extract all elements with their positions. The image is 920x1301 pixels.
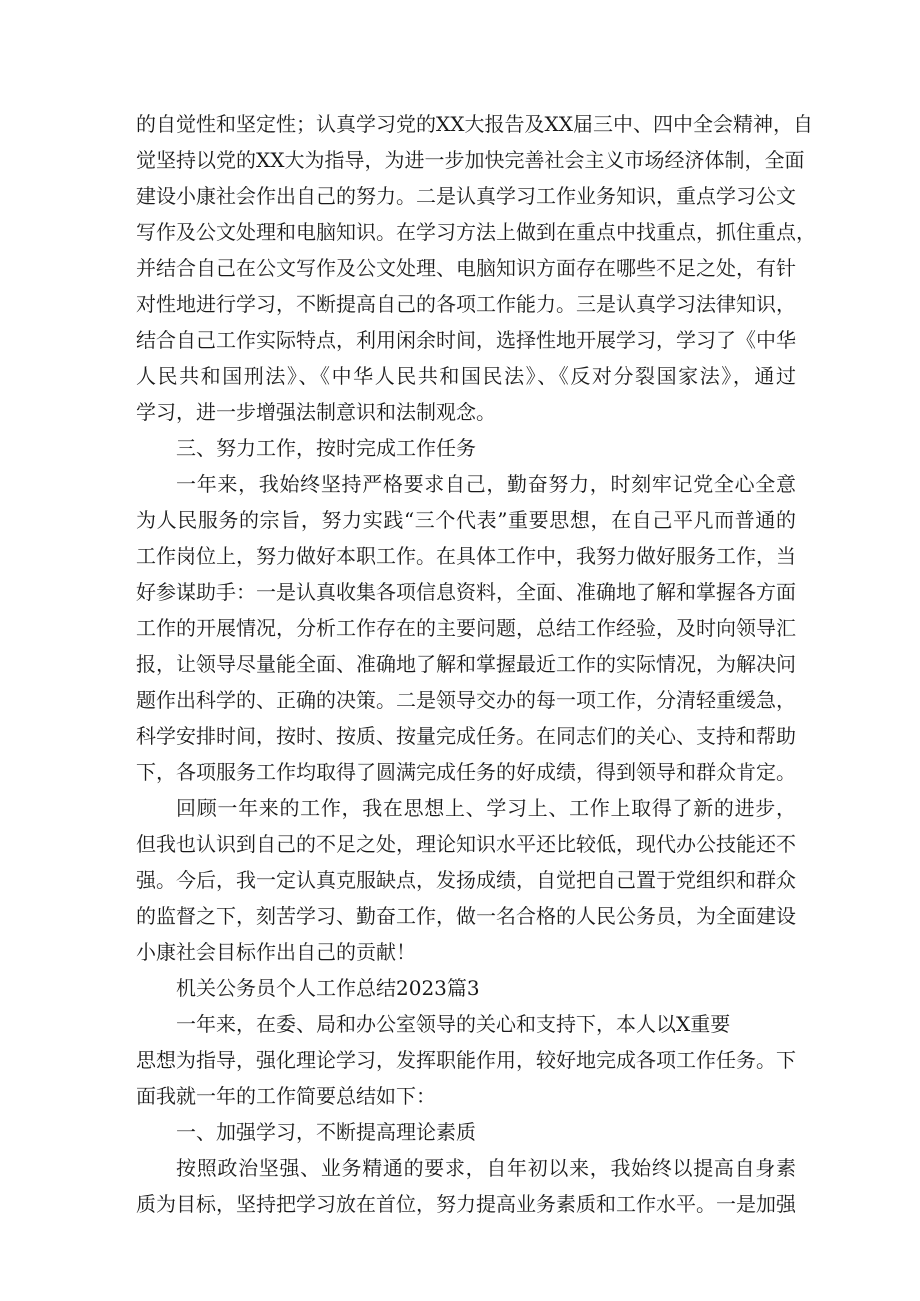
section-heading: 一年来，在委、局和办公室领导的关心和支持下，本人以X重要 [176,1012,731,1036]
text-line: 建设小康社会作出自己的努力。二是认真学习工作业务知识，重点学习公文 [136,184,796,208]
section-heading: 机关公务员个人工作总结2023篇3 [176,976,480,1000]
text-line: 小康社会目标作出自己的贡献！ [136,940,416,964]
text-line: 一年来，我始终坚持严格要求自己，勤奋努力，时刻牢记党全心全意 [176,472,796,496]
text-line: 题作出科学的、正确的决策。二是领导交办的每一项工作，分清轻重缓急， [136,688,796,712]
text-line: 学习，进一步增强法制意识和法制观念。 [136,400,496,424]
text-line: 但我也认识到自己的不足之处，理论知识水平还比较低，现代办公技能还不 [136,832,796,856]
text-line: 为人民服务的宗旨，努力实践“三个代表”重要思想，在自己平凡而普通的 [136,508,796,532]
section-heading: 一、加强学习，不断提高理论素质 [176,1120,476,1144]
text-line: 强。今后，我一定认真克服缺点，发扬成绩，自觉把自己置于党组织和群众 [136,868,796,892]
text-line: 按照政治坚强、业务精通的要求，自年初以来，我始终以提高自身素 [176,1156,796,1180]
text-line: 工作的开展情况，分析工作存在的主要问题，总结工作经验，及时向领导汇 [136,616,796,640]
text-line: 结合自己工作实际特点，利用闲余时间，选择性地开展学习，学习了《中华 [136,328,796,352]
section-heading: 三、努力工作，按时完成工作任务 [176,436,476,460]
text-line: 下，各项服务工作均取得了圆满完成任务的好成绩，得到领导和群众肯定。 [136,760,796,784]
text-line: 人民共和国刑法》、《中华人民共和国民法》、《反对分裂国家法》，通过 [136,364,796,388]
text-line: 报，让领导尽量能全面、准确地了解和掌握最近工作的实际情况，为解决问 [136,652,796,676]
text-line: 面我就一年的工作简要总结如下： [136,1084,436,1108]
text-line: 思想为指导，强化理论学习，发挥职能作用，较好地完成各项工作任务。下 [136,1048,796,1072]
text-line: 觉坚持以党的XX大为指导，为进一步加快完善社会主义市场经济体制，全面 [136,148,805,172]
text-line: 科学安排时间，按时、按质、按量完成任务。在同志们的关心、支持和帮助 [136,724,796,748]
text-line: 的监督之下，刻苦学习、勤奋工作，做一名合格的人民公务员，为全面建设 [136,904,796,928]
text-line: 质为目标，坚持把学习放在首位，努力提高业务素质和工作水平。一是加强 [136,1192,796,1216]
text-line: 写作及公文处理和电脑知识。在学习方法上做到在重点中找重点，抓住重点， [136,220,816,244]
text-line: 的自觉性和坚定性；认真学习党的XX大报告及XX届三中、四中全会精神，自 [136,112,813,136]
text-line: 工作岗位上，努力做好本职工作。在具体工作中，我努力做好服务工作，当 [136,544,796,568]
text-line: 对性地进行学习，不断提高自己的各项工作能力。三是认真学习法律知识， [136,292,796,316]
text-line: 回顾一年来的工作，我在思想上、学习上、工作上取得了新的进步， [176,796,796,820]
text-line: 好参谋助手：一是认真收集各项信息资料，全面、准确地了解和掌握各方面 [136,580,796,604]
document-body [136,106,816,1222]
text-line: 并结合自己在公文写作及公文处理、电脑知识方面存在哪些不足之处，有针 [136,256,796,280]
